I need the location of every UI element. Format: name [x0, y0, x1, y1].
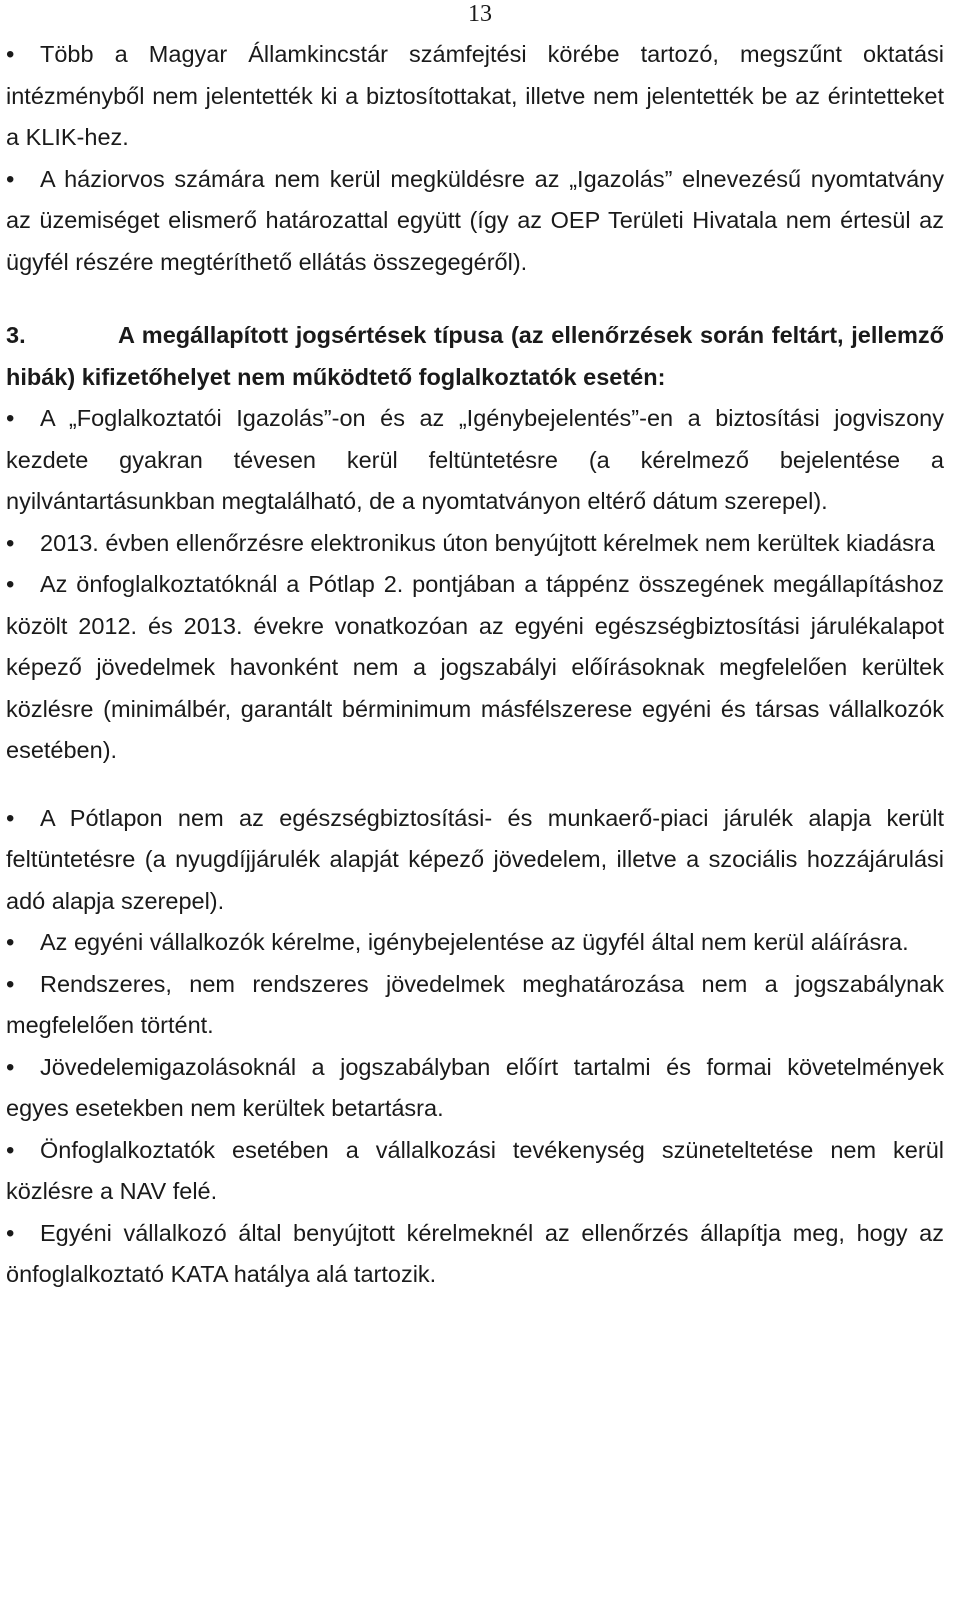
spacer: [6, 772, 944, 798]
list-item: • Önfoglalkoztatók esetében a vállalkozási tevékenység szüneteltetése nem kerül közlésre a NAV felé.: [6, 1130, 944, 1213]
spacer: [6, 283, 944, 315]
list-item: • Az önfoglalkoztatóknál a Pótlap 2. pontjában a táppénz összegének megállapításhoz közölt 2012. és 2013. évekre vonatkozóan az egyéni egészségbiztosítási járulékalapot képező jövedelmek havonként nem a jogszabályi előírásoknak megfelelően kerültek közlésre (minimálbér, garantált bérminimum másfélszerese egyéni és társas vállalkozók esetében).: [6, 564, 944, 772]
document-body: [6, 34, 944, 1296]
list-item: • 2013. évben ellenőrzésre elektronikus úton benyújtott kérelmek nem kerültek kiadásra: [6, 523, 944, 565]
section-heading: [6, 315, 944, 398]
list-item: • Az egyéni vállalkozók kérelme, igénybejelentése az ügyfél által nem kerül aláírásra.: [6, 922, 944, 964]
section-number: 3.: [6, 322, 26, 348]
bullet-list-bottom: [6, 798, 944, 1296]
list-item: • A háziorvos számára nem kerül megküldésre az „Igazolás” elnevezésű nyomtatvány az üzemiséget elismerő határozattal együtt (így az OEP Területi Hivatala nem értesül az ügyfél részére megtéríthető ellátás összegegéről).: [6, 159, 944, 284]
list-item: • A „Foglalkoztatói Igazolás”-on és az „Igénybejelentés”-en a biztosítási jogviszony kezdete gyakran tévesen kerül feltüntetésre (a kérelmező bejelentése a nyilvántartásunkban megtalálható, de a nyomtatványon eltérő dátum szerepel).: [6, 398, 944, 523]
section-title: A megállapított jogsértések típusa (az ellenőrzések során feltárt, jellemző hibák) kifizetőhelyet nem működtető foglalkoztatók esetén:: [6, 322, 944, 390]
list-item: • Egyéni vállalkozó által benyújtott kérelmeknél az ellenőrzés állapítja meg, hogy az önfoglalkoztató KATA hatálya alá tartozik.: [6, 1213, 944, 1296]
list-item: • Rendszeres, nem rendszeres jövedelmek meghatározása nem a jogszabálynak megfelelően történt.: [6, 964, 944, 1047]
page-number: 13: [468, 1, 492, 27]
list-item: • Jövedelemigazolásoknál a jogszabályban előírt tartalmi és formai követelmények egyes esetekben nem kerültek betartásra.: [6, 1047, 944, 1130]
bullet-list-mid: [6, 398, 944, 772]
bullet-list-top: [6, 34, 944, 283]
list-item: • A Pótlapon nem az egészségbiztosítási- és munkaerő-piaci járulék alapja került feltüntetésre (a nyugdíjjárulék alapját képező jövedelem, illetve a szociális hozzájárulási adó alapja szerepel).: [6, 798, 944, 923]
list-item: • Több a Magyar Államkincstár számfejtési körébe tartozó, megszűnt oktatási intézményből nem jelentették ki a biztosítottakat, illetve nem jelentették be az érintetteket a KLIK-hez.: [6, 34, 944, 159]
